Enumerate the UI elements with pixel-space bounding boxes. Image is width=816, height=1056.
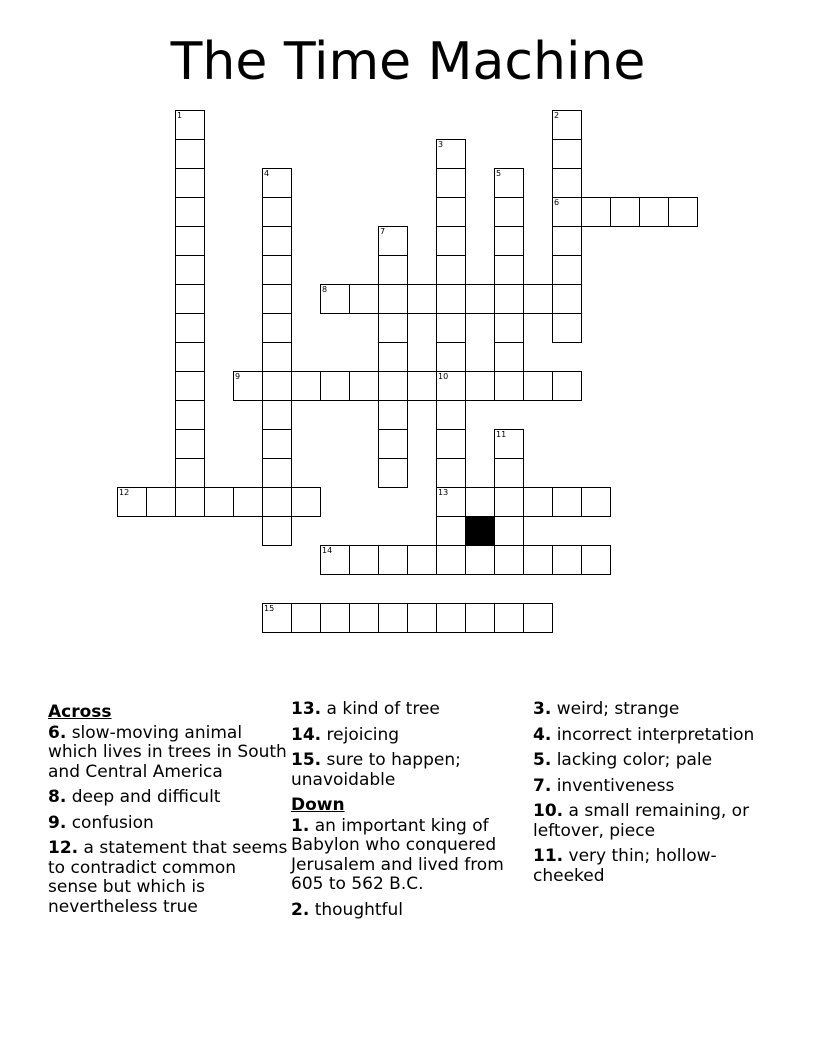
- grid-cell[interactable]: [262, 342, 292, 372]
- grid-cell[interactable]: [523, 603, 553, 633]
- grid-cell[interactable]: [494, 545, 524, 575]
- clue-across-12: [48, 839, 290, 917]
- clue-text: rejoicing: [326, 724, 400, 745]
- grid-cell[interactable]: [581, 197, 611, 227]
- grid-cell[interactable]: [436, 429, 466, 459]
- grid-cell[interactable]: [436, 516, 466, 546]
- grid-cell[interactable]: [378, 342, 408, 372]
- grid-cell[interactable]: [494, 313, 524, 343]
- grid-cell[interactable]: [436, 313, 466, 343]
- grid-cell[interactable]: [262, 226, 292, 256]
- clue-number-label: 9: [235, 372, 241, 381]
- grid-cell[interactable]: [175, 400, 205, 430]
- grid-cell[interactable]: [262, 284, 292, 314]
- clue-number: 1.: [291, 815, 310, 836]
- grid-cell[interactable]: [175, 487, 205, 517]
- grid-cell[interactable]: [494, 429, 524, 459]
- clue-number-label: 1: [177, 111, 183, 120]
- grid-cell[interactable]: [117, 487, 147, 517]
- grid-cell[interactable]: [175, 342, 205, 372]
- grid-cell[interactable]: [233, 487, 263, 517]
- clue-number-label: 8: [322, 285, 328, 294]
- grid-cell[interactable]: [349, 284, 379, 314]
- clue-number: 2.: [291, 899, 310, 920]
- clue-across-13: [291, 700, 533, 720]
- grid-cell[interactable]: [175, 429, 205, 459]
- grid-cell[interactable]: [436, 197, 466, 227]
- grid-cell[interactable]: [523, 545, 553, 575]
- clue-down-1: [291, 817, 533, 895]
- grid-cell[interactable]: [436, 400, 466, 430]
- grid-cell[interactable]: [262, 400, 292, 430]
- grid-cell[interactable]: [262, 313, 292, 343]
- clue-text: sure to happen; unavoidable: [291, 750, 461, 790]
- grid-cell[interactable]: [262, 516, 292, 546]
- grid-cell[interactable]: [320, 603, 350, 633]
- grid-cell[interactable]: [436, 545, 466, 575]
- grid-cell[interactable]: [436, 342, 466, 372]
- clue-text: a kind of tree: [326, 699, 440, 719]
- grid-cell[interactable]: [610, 197, 640, 227]
- grid-cell[interactable]: [465, 371, 495, 401]
- grid-cell[interactable]: [349, 371, 379, 401]
- grid-cell[interactable]: [175, 371, 205, 401]
- clue-down-11: [533, 847, 783, 886]
- clue-number: 4.: [533, 724, 552, 745]
- clue-text: inventiveness: [556, 775, 675, 796]
- grid-cell[interactable]: [552, 168, 582, 198]
- grid-cell[interactable]: [291, 371, 321, 401]
- clue-number-label: 4: [264, 169, 270, 178]
- grid-cell[interactable]: [494, 458, 524, 488]
- grid-cell[interactable]: [262, 429, 292, 459]
- clue-down-4: [533, 726, 783, 746]
- clue-across-9: [48, 814, 290, 834]
- grid-cell[interactable]: [291, 603, 321, 633]
- grid-cell[interactable]: [494, 603, 524, 633]
- clue-number-label: 3: [438, 140, 444, 149]
- grid-cell[interactable]: [552, 255, 582, 285]
- grid-cell[interactable]: [175, 168, 205, 198]
- grid-cell[interactable]: [407, 545, 437, 575]
- grid-cell[interactable]: [378, 400, 408, 430]
- clue-text: slow-moving animal which lives in trees in South and Central America: [48, 722, 287, 782]
- page-title: The Time Machine: [170, 32, 646, 92]
- grid-cell[interactable]: [494, 342, 524, 372]
- grid-cell[interactable]: [349, 603, 379, 633]
- grid-cell[interactable]: [552, 197, 582, 227]
- grid-cell[interactable]: [552, 284, 582, 314]
- grid-cell[interactable]: [378, 284, 408, 314]
- grid-block: [465, 516, 495, 546]
- clue-across-14: [291, 726, 533, 746]
- grid-cell[interactable]: [291, 487, 321, 517]
- grid-cell[interactable]: [320, 284, 350, 314]
- grid-cell[interactable]: [581, 545, 611, 575]
- grid-cell[interactable]: [465, 545, 495, 575]
- grid-cell[interactable]: [262, 197, 292, 227]
- grid-cell[interactable]: [436, 371, 466, 401]
- down-heading: Down: [291, 795, 345, 815]
- clue-down-5: [533, 751, 783, 771]
- grid-cell[interactable]: [320, 371, 350, 401]
- grid-cell[interactable]: [494, 226, 524, 256]
- grid-cell[interactable]: [465, 487, 495, 517]
- grid-cell[interactable]: [407, 603, 437, 633]
- clue-column-2: [291, 700, 533, 926]
- clue-number-label: 11: [496, 430, 507, 439]
- grid-cell[interactable]: [465, 603, 495, 633]
- grid-cell[interactable]: [407, 371, 437, 401]
- grid-cell[interactable]: [378, 371, 408, 401]
- grid-cell[interactable]: [494, 371, 524, 401]
- clue-across-15: [291, 751, 533, 790]
- grid-cell[interactable]: [552, 313, 582, 343]
- grid-cell[interactable]: [494, 487, 524, 517]
- clue-number: 9.: [48, 812, 67, 833]
- grid-cell[interactable]: [262, 168, 292, 198]
- grid-cell[interactable]: [320, 545, 350, 575]
- grid-cell[interactable]: [494, 284, 524, 314]
- grid-cell[interactable]: [465, 284, 495, 314]
- clue-across-6: [48, 724, 290, 783]
- grid-cell[interactable]: [204, 487, 234, 517]
- clue-number-label: 10: [438, 372, 449, 381]
- grid-cell[interactable]: [349, 545, 379, 575]
- grid-cell[interactable]: [552, 226, 582, 256]
- clue-text: an important king of Babylon who conquered Jerusalem and lived from 605 to 562 B.C.: [291, 815, 504, 894]
- grid-cell[interactable]: [436, 168, 466, 198]
- grid-cell[interactable]: [378, 603, 408, 633]
- grid-cell[interactable]: [175, 255, 205, 285]
- grid-cell[interactable]: [175, 197, 205, 227]
- grid-cell[interactable]: [494, 255, 524, 285]
- grid-cell[interactable]: [262, 255, 292, 285]
- clue-down-7: [533, 777, 783, 797]
- grid-cell[interactable]: [552, 110, 582, 140]
- grid-cell[interactable]: [436, 284, 466, 314]
- clue-number-label: 15: [264, 604, 275, 613]
- grid-cell[interactable]: [436, 226, 466, 256]
- grid-cell[interactable]: [494, 168, 524, 198]
- clue-down-3: [533, 700, 783, 720]
- grid-cell[interactable]: [378, 255, 408, 285]
- clue-number: 13.: [291, 699, 322, 719]
- clue-number: 12.: [48, 838, 79, 858]
- clue-number: 11.: [533, 846, 564, 866]
- grid-cell[interactable]: [262, 603, 292, 633]
- grid-cell[interactable]: [378, 458, 408, 488]
- grid-cell[interactable]: [378, 226, 408, 256]
- across-heading: Across: [48, 702, 112, 722]
- grid-cell[interactable]: [436, 139, 466, 169]
- grid-cell[interactable]: [552, 371, 582, 401]
- grid-cell[interactable]: [407, 284, 437, 314]
- grid-cell[interactable]: [262, 487, 292, 517]
- clue-number-label: 12: [119, 488, 130, 497]
- grid-cell[interactable]: [146, 487, 176, 517]
- grid-cell[interactable]: [233, 371, 263, 401]
- grid-cell[interactable]: [436, 487, 466, 517]
- grid-cell[interactable]: [436, 255, 466, 285]
- clue-down-2: [291, 901, 533, 921]
- grid-cell[interactable]: [262, 371, 292, 401]
- grid-cell[interactable]: [436, 458, 466, 488]
- grid-cell[interactable]: [175, 458, 205, 488]
- clue-text: deep and difficult: [71, 787, 221, 807]
- grid-cell[interactable]: [175, 139, 205, 169]
- grid-cell[interactable]: [639, 197, 669, 227]
- grid-cell[interactable]: [494, 197, 524, 227]
- clue-text: confusion: [71, 812, 154, 833]
- grid-cell[interactable]: [175, 313, 205, 343]
- clue-text: lacking color; pale: [556, 750, 713, 770]
- clue-number: 14.: [291, 724, 322, 745]
- clue-number-label: 7: [380, 227, 386, 236]
- clue-number: 7.: [533, 775, 552, 796]
- grid-cell[interactable]: [668, 197, 698, 227]
- clue-text: a small remaining, or leftover, piece: [533, 801, 750, 841]
- grid-cell[interactable]: [175, 226, 205, 256]
- grid-cell[interactable]: [175, 110, 205, 140]
- clue-text: thoughtful: [314, 899, 404, 920]
- grid-cell[interactable]: [494, 516, 524, 546]
- clue-across-8: [48, 788, 290, 808]
- clue-column-3: [533, 700, 783, 892]
- grid-cell[interactable]: [378, 313, 408, 343]
- grid-cell[interactable]: [523, 284, 553, 314]
- clue-text: a statement that seems to contradict common sense but which is nevertheless true: [48, 838, 288, 917]
- clue-text: incorrect interpretation: [556, 724, 755, 745]
- clue-number-label: 14: [322, 546, 333, 555]
- grid-cell[interactable]: [552, 139, 582, 169]
- clue-number: 6.: [48, 722, 67, 743]
- clue-number-label: 2: [554, 111, 560, 120]
- clue-text: weird; strange: [556, 699, 680, 719]
- clue-number-label: 13: [438, 488, 449, 497]
- grid-cell[interactable]: [175, 284, 205, 314]
- clue-text: very thin; hollow-cheeked: [533, 846, 717, 886]
- clue-list: [0, 700, 816, 1040]
- clue-column-1: [48, 700, 290, 923]
- clue-number-label: 5: [496, 169, 502, 178]
- grid-cell[interactable]: [552, 487, 582, 517]
- grid-cell[interactable]: [436, 603, 466, 633]
- grid-cell[interactable]: [262, 458, 292, 488]
- grid-cell[interactable]: [378, 545, 408, 575]
- grid-cell[interactable]: [378, 429, 408, 459]
- clue-number: 3.: [533, 699, 552, 719]
- clue-number: 8.: [48, 787, 67, 807]
- clue-number-label: 6: [554, 198, 560, 207]
- grid-cell[interactable]: [523, 371, 553, 401]
- grid-cell[interactable]: [552, 545, 582, 575]
- clue-down-10: [533, 802, 783, 841]
- clue-number: 15.: [291, 750, 322, 770]
- grid-cell[interactable]: [581, 487, 611, 517]
- clue-number: 10.: [533, 801, 564, 821]
- grid-cell[interactable]: [523, 487, 553, 517]
- clue-number: 5.: [533, 750, 552, 770]
